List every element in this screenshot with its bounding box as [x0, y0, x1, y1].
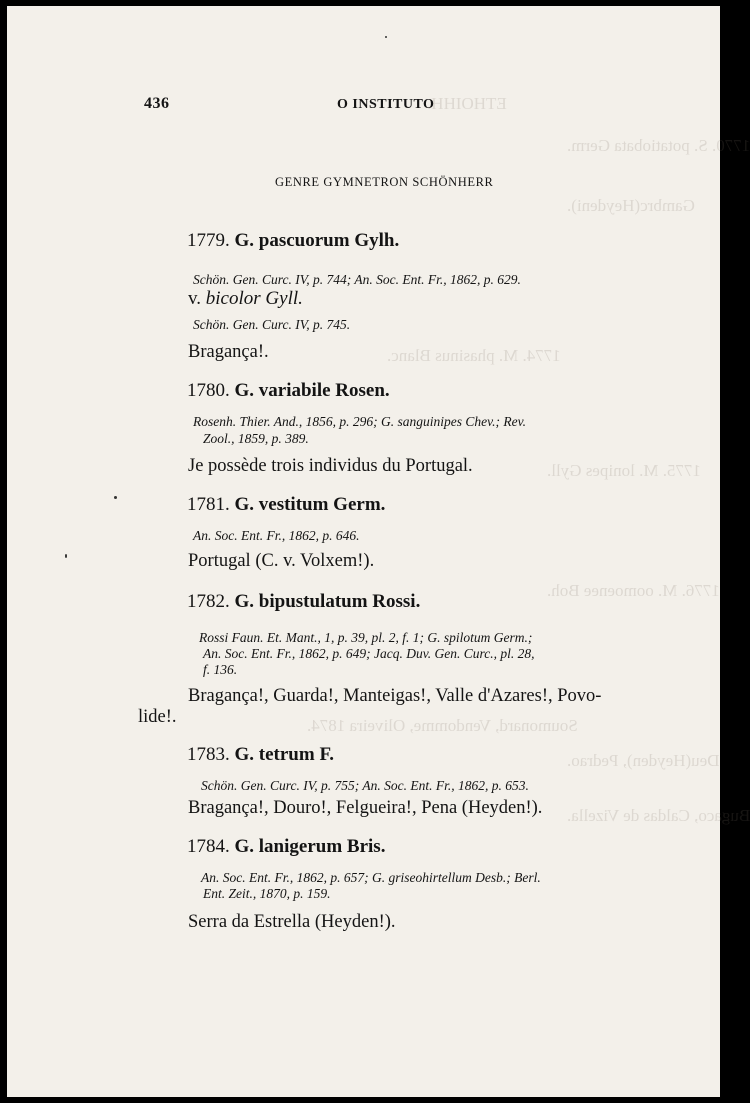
species-name: G. lanigerum Bris.: [234, 836, 386, 857]
locality-line: Serra da Estrella (Heyden!).: [188, 912, 396, 932]
species-name: G. tetrum F.: [234, 744, 335, 765]
reference-line: Schön. Gen. Curc. IV, p. 755; An. Soc. Ent. Fr., 1862, p. 653.: [201, 778, 529, 793]
page-number: 436: [144, 95, 170, 112]
locality-line: lide!.: [138, 707, 177, 727]
genus-heading: GENRE GYMNETRON SCHÖNHERR: [275, 175, 494, 189]
scan-speck: [385, 36, 387, 38]
bleed-through: Bugaco, Caldas de Vizella.: [567, 806, 750, 825]
species-number: 1779.: [187, 230, 230, 251]
species-name: G. bipustulatum Rossi.: [234, 591, 421, 612]
scan-speck: [65, 554, 67, 558]
species-number: 1780.: [187, 380, 230, 401]
reference-line: Schön. Gen. Curc. IV, p. 744; An. Soc. Ent. Fr., 1862, p. 629.: [193, 272, 521, 287]
variety-name: bicolor Gyll.: [205, 288, 303, 309]
variety-prefix: v.: [188, 288, 202, 309]
reference-line: Zool., 1859, p. 389.: [203, 431, 309, 446]
bleed-through: ETHOIHH.: [427, 94, 507, 113]
bleed-through: Gambrc(Heydeni).: [567, 196, 695, 215]
variety-line: [188, 288, 303, 310]
reference-line: Ent. Zeit., 1870, p. 159.: [203, 886, 331, 901]
bleed-through: 1776. M. oomoenee Boh.: [547, 581, 720, 600]
reference-line: An. Soc. Ent. Fr., 1862, p. 657; G. griseohirtellum Desb.; Berl.: [201, 870, 541, 885]
bleed-through: Soumonard, Vendomme, Oliveira 1874.: [307, 716, 578, 735]
bleed-through: 1770. S. potatiobata Germ.: [567, 136, 750, 155]
species-name: G. pascuorum Gylh.: [234, 230, 400, 251]
species-heading: [187, 591, 420, 613]
bleed-through: 1775. M. lonipes Gyll.: [547, 461, 701, 480]
species-number: 1783.: [187, 744, 230, 765]
document-page: [7, 6, 750, 1097]
species-heading: [187, 230, 399, 252]
species-number: 1784.: [187, 836, 230, 857]
species-heading: [187, 380, 390, 402]
locality-line: Je possède trois individus du Portugal.: [188, 456, 473, 476]
reference-line: An. Soc. Ent. Fr., 1862, p. 646.: [193, 528, 360, 543]
reference-line: An. Soc. Ent. Fr., 1862, p. 649; Jacq. Duv. Gen. Curc., pl. 28,: [203, 646, 535, 661]
species-name: G. vestitum Germ.: [234, 494, 386, 515]
running-title: O INSTITUTO: [337, 97, 435, 112]
species-number: 1781.: [187, 494, 230, 515]
bleed-through: Deu(Heyden), Pedrao.: [567, 751, 720, 770]
reference-line: f. 136.: [203, 662, 238, 677]
species-name: G. variabile Rosen.: [234, 380, 390, 401]
locality-line: Bragança!.: [188, 342, 269, 362]
bleed-through: 1774. M. phasinus Blanc.: [387, 346, 561, 365]
species-heading: [187, 494, 385, 516]
scan-speck: [114, 496, 117, 499]
reference-line: Schön. Gen. Curc. IV, p. 745.: [193, 317, 351, 332]
locality-line: Bragança!, Guarda!, Manteigas!, Valle d'Azares!, Povo-: [188, 686, 602, 706]
species-heading: [187, 744, 334, 766]
locality-line: Bragança!, Douro!, Felgueira!, Pena (Heyden!).: [188, 798, 543, 818]
reference-line: Rosenh. Thier. And., 1856, p. 296; G. sanguinipes Chev.; Rev.: [193, 414, 526, 429]
species-number: 1782.: [187, 591, 230, 612]
reference-line: Rossi Faun. Et. Mant., 1, p. 39, pl. 2, f. 1; G. spilotum Germ.;: [199, 630, 533, 645]
locality-line: Portugal (C. v. Volxem!).: [188, 551, 375, 571]
species-heading: [187, 836, 385, 858]
